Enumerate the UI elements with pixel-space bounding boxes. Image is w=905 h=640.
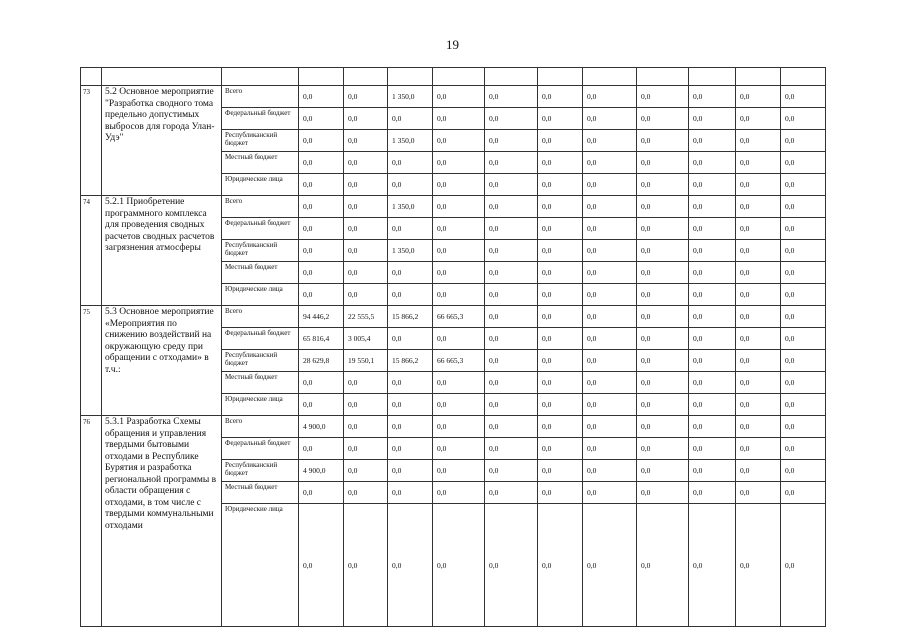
amount-cell: 0,0 — [433, 328, 485, 350]
amount-cell: 0,0 — [736, 504, 781, 627]
funding-source: Местный бюджет — [222, 152, 299, 174]
amount-cell: 1 350,0 — [388, 86, 433, 108]
amount-cell: 0,0 — [637, 482, 689, 504]
amount-cell: 0,0 — [637, 438, 689, 460]
amount-cell: 0,0 — [299, 438, 344, 460]
header-cell — [583, 68, 637, 86]
amount-cell: 0,0 — [736, 130, 781, 152]
header-cell — [736, 68, 781, 86]
amount-cell: 0,0 — [736, 372, 781, 394]
amount-cell: 0,0 — [299, 284, 344, 306]
funding-source: Республиканский бюджет — [222, 240, 299, 262]
amount-cell: 0,0 — [433, 438, 485, 460]
amount-cell: 15 866,2 — [388, 306, 433, 328]
amount-cell: 0,0 — [781, 152, 826, 174]
amount-cell: 0,0 — [538, 438, 583, 460]
amount-cell: 0,0 — [344, 174, 388, 196]
amount-cell: 0,0 — [583, 196, 637, 218]
amount-cell: 0,0 — [736, 394, 781, 416]
amount-cell: 0,0 — [299, 152, 344, 174]
amount-cell: 0,0 — [344, 416, 388, 438]
amount-cell: 0,0 — [781, 350, 826, 372]
amount-cell: 0,0 — [637, 350, 689, 372]
amount-cell: 0,0 — [583, 438, 637, 460]
table-row — [81, 306, 826, 328]
amount-cell: 0,0 — [538, 262, 583, 284]
funding-source: Местный бюджет — [222, 372, 299, 394]
amount-cell: 0,0 — [736, 284, 781, 306]
amount-cell: 0,0 — [433, 284, 485, 306]
amount-cell: 0,0 — [485, 240, 538, 262]
amount-cell: 0,0 — [637, 328, 689, 350]
amount-cell: 0,0 — [781, 460, 826, 482]
funding-source: Всего — [222, 196, 299, 218]
amount-cell: 0,0 — [736, 196, 781, 218]
amount-cell: 0,0 — [637, 284, 689, 306]
amount-cell: 0,0 — [736, 152, 781, 174]
header-cell — [538, 68, 583, 86]
table-row — [81, 196, 826, 218]
amount-cell: 0,0 — [538, 174, 583, 196]
amount-cell: 0,0 — [583, 504, 637, 627]
amount-cell: 0,0 — [689, 328, 736, 350]
amount-cell: 28 629,8 — [299, 350, 344, 372]
amount-cell: 0,0 — [485, 482, 538, 504]
amount-cell: 0,0 — [433, 262, 485, 284]
amount-cell: 0,0 — [689, 394, 736, 416]
funding-source: Юридические лица — [222, 394, 299, 416]
amount-cell: 0,0 — [388, 394, 433, 416]
header-row — [81, 68, 826, 86]
amount-cell: 0,0 — [637, 218, 689, 240]
amount-cell: 0,0 — [433, 108, 485, 130]
amount-cell: 1 350,0 — [388, 196, 433, 218]
amount-cell: 0,0 — [344, 218, 388, 240]
amount-cell: 0,0 — [299, 394, 344, 416]
header-cell — [102, 68, 222, 86]
amount-cell: 0,0 — [388, 152, 433, 174]
amount-cell: 0,0 — [637, 86, 689, 108]
amount-cell: 0,0 — [485, 284, 538, 306]
amount-cell: 0,0 — [637, 196, 689, 218]
header-cell — [689, 68, 736, 86]
amount-cell: 0,0 — [736, 482, 781, 504]
amount-cell: 0,0 — [736, 460, 781, 482]
amount-cell: 15 866,2 — [388, 350, 433, 372]
amount-cell: 0,0 — [485, 262, 538, 284]
amount-cell: 1 350,0 — [388, 130, 433, 152]
amount-cell: 0,0 — [583, 86, 637, 108]
amount-cell: 0,0 — [388, 262, 433, 284]
amount-cell: 0,0 — [299, 174, 344, 196]
funding-source: Всего — [222, 306, 299, 328]
funding-source: Юридические лица — [222, 504, 299, 627]
funding-source: Федеральный бюджет — [222, 108, 299, 130]
amount-cell: 0,0 — [637, 174, 689, 196]
amount-cell: 66 665,3 — [433, 306, 485, 328]
amount-cell: 0,0 — [433, 482, 485, 504]
amount-cell: 0,0 — [299, 262, 344, 284]
amount-cell: 0,0 — [388, 328, 433, 350]
amount-cell: 0,0 — [736, 328, 781, 350]
amount-cell: 0,0 — [583, 262, 637, 284]
amount-cell: 0,0 — [689, 306, 736, 328]
amount-cell: 0,0 — [299, 130, 344, 152]
amount-cell: 0,0 — [538, 284, 583, 306]
amount-cell: 0,0 — [344, 262, 388, 284]
amount-cell: 0,0 — [583, 306, 637, 328]
header-cell — [344, 68, 388, 86]
amount-cell: 0,0 — [388, 218, 433, 240]
amount-cell: 0,0 — [583, 130, 637, 152]
activity-title: 5.3 Основное мероприятие «Мероприятия по снижению воздействий на окружающую среду при обращении с отходами» в т.ч.: — [102, 306, 222, 416]
amount-cell: 94 446,2 — [299, 306, 344, 328]
amount-cell: 0,0 — [485, 130, 538, 152]
amount-cell: 0,0 — [299, 372, 344, 394]
amount-cell: 0,0 — [299, 196, 344, 218]
amount-cell: 0,0 — [781, 482, 826, 504]
amount-cell: 0,0 — [781, 372, 826, 394]
amount-cell: 0,0 — [781, 504, 826, 627]
funding-source: Федеральный бюджет — [222, 328, 299, 350]
amount-cell: 0,0 — [344, 130, 388, 152]
amount-cell: 0,0 — [781, 284, 826, 306]
amount-cell: 0,0 — [344, 86, 388, 108]
header-cell — [637, 68, 689, 86]
amount-cell: 0,0 — [485, 350, 538, 372]
amount-cell: 0,0 — [485, 196, 538, 218]
amount-cell: 0,0 — [637, 394, 689, 416]
amount-cell: 0,0 — [485, 438, 538, 460]
row-number: 76 — [81, 416, 102, 627]
amount-cell: 0,0 — [637, 504, 689, 627]
amount-cell: 0,0 — [485, 86, 538, 108]
funding-source: Федеральный бюджет — [222, 438, 299, 460]
amount-cell: 0,0 — [344, 196, 388, 218]
amount-cell: 0,0 — [299, 240, 344, 262]
amount-cell: 4 900,0 — [299, 416, 344, 438]
amount-cell: 0,0 — [538, 196, 583, 218]
amount-cell: 0,0 — [736, 306, 781, 328]
amount-cell: 0,0 — [388, 108, 433, 130]
amount-cell: 0,0 — [433, 372, 485, 394]
amount-cell: 0,0 — [689, 130, 736, 152]
activity-title: 5.3.1 Разработка Схемы обращения и управления твердыми бытовыми отходами в Республике Бурятия и разработка региональной программы в области обращения с отходами, в том числе с твердыми коммунальными отходами — [102, 416, 222, 627]
amount-cell: 0,0 — [637, 306, 689, 328]
table-row — [81, 86, 826, 108]
amount-cell: 0,0 — [637, 460, 689, 482]
amount-cell: 0,0 — [689, 86, 736, 108]
amount-cell: 0,0 — [781, 438, 826, 460]
amount-cell: 0,0 — [583, 174, 637, 196]
amount-cell: 0,0 — [781, 174, 826, 196]
amount-cell: 0,0 — [344, 504, 388, 627]
amount-cell: 0,0 — [538, 240, 583, 262]
amount-cell: 0,0 — [781, 416, 826, 438]
amount-cell: 22 555,5 — [344, 306, 388, 328]
amount-cell: 0,0 — [689, 416, 736, 438]
funding-source: Местный бюджет — [222, 262, 299, 284]
header-cell — [433, 68, 485, 86]
amount-cell: 0,0 — [388, 174, 433, 196]
amount-cell: 0,0 — [689, 108, 736, 130]
amount-cell: 0,0 — [485, 394, 538, 416]
amount-cell: 0,0 — [689, 196, 736, 218]
amount-cell: 0,0 — [781, 130, 826, 152]
amount-cell: 0,0 — [781, 394, 826, 416]
funding-source: Федеральный бюджет — [222, 218, 299, 240]
amount-cell: 0,0 — [344, 152, 388, 174]
amount-cell: 0,0 — [433, 416, 485, 438]
amount-cell: 0,0 — [583, 460, 637, 482]
amount-cell: 0,0 — [583, 328, 637, 350]
amount-cell: 0,0 — [538, 152, 583, 174]
activity-title: 5.2.1 Приобретение программного комплекса для проведения сводных расчетов сводных расчетов загрязнения атмосферы — [102, 196, 222, 306]
amount-cell: 0,0 — [344, 240, 388, 262]
amount-cell: 0,0 — [299, 218, 344, 240]
amount-cell: 0,0 — [433, 86, 485, 108]
amount-cell: 0,0 — [538, 416, 583, 438]
amount-cell: 0,0 — [485, 372, 538, 394]
amount-cell: 0,0 — [538, 306, 583, 328]
amount-cell: 0,0 — [736, 350, 781, 372]
amount-cell: 0,0 — [485, 218, 538, 240]
amount-cell: 0,0 — [736, 86, 781, 108]
amount-cell: 0,0 — [637, 108, 689, 130]
amount-cell: 0,0 — [485, 108, 538, 130]
amount-cell: 0,0 — [485, 306, 538, 328]
amount-cell: 0,0 — [388, 460, 433, 482]
amount-cell: 0,0 — [433, 196, 485, 218]
amount-cell: 0,0 — [781, 196, 826, 218]
amount-cell: 0,0 — [583, 108, 637, 130]
activity-title: 5.2 Основное мероприятие "Разработка сводного тома предельно допустимых выбросов для города Улан-Удэ" — [102, 86, 222, 196]
amount-cell: 0,0 — [689, 372, 736, 394]
header-cell — [485, 68, 538, 86]
funding-source: Всего — [222, 416, 299, 438]
amount-cell: 0,0 — [388, 284, 433, 306]
amount-cell: 19 550,1 — [344, 350, 388, 372]
amount-cell: 0,0 — [689, 284, 736, 306]
amount-cell: 0,0 — [485, 174, 538, 196]
amount-cell: 3 005,4 — [344, 328, 388, 350]
amount-cell: 0,0 — [299, 86, 344, 108]
amount-cell: 0,0 — [344, 284, 388, 306]
amount-cell: 0,0 — [388, 372, 433, 394]
header-cell — [81, 68, 102, 86]
amount-cell: 0,0 — [538, 218, 583, 240]
amount-cell: 0,0 — [538, 328, 583, 350]
amount-cell: 1 350,0 — [388, 240, 433, 262]
amount-cell: 0,0 — [583, 394, 637, 416]
budget-table — [80, 67, 826, 627]
amount-cell: 0,0 — [344, 108, 388, 130]
amount-cell: 0,0 — [538, 394, 583, 416]
amount-cell: 0,0 — [538, 504, 583, 627]
amount-cell: 0,0 — [781, 218, 826, 240]
funding-source: Республиканский бюджет — [222, 350, 299, 372]
budget-table-wrapper — [80, 67, 826, 627]
amount-cell: 0,0 — [781, 262, 826, 284]
amount-cell: 0,0 — [736, 174, 781, 196]
amount-cell: 65 816,4 — [299, 328, 344, 350]
amount-cell: 0,0 — [433, 152, 485, 174]
amount-cell: 0,0 — [299, 482, 344, 504]
amount-cell: 0,0 — [736, 108, 781, 130]
row-number: 73 — [81, 86, 102, 196]
amount-cell: 0,0 — [433, 394, 485, 416]
amount-cell: 0,0 — [736, 240, 781, 262]
amount-cell: 0,0 — [583, 240, 637, 262]
amount-cell: 0,0 — [538, 350, 583, 372]
amount-cell: 0,0 — [689, 240, 736, 262]
amount-cell: 0,0 — [485, 328, 538, 350]
amount-cell: 0,0 — [344, 394, 388, 416]
amount-cell: 0,0 — [689, 218, 736, 240]
amount-cell: 0,0 — [583, 372, 637, 394]
amount-cell: 0,0 — [689, 174, 736, 196]
amount-cell: 0,0 — [637, 262, 689, 284]
amount-cell: 0,0 — [388, 438, 433, 460]
funding-source: Республиканский бюджет — [222, 460, 299, 482]
page-number: 19 — [446, 37, 459, 52]
funding-source: Юридические лица — [222, 284, 299, 306]
amount-cell: 0,0 — [781, 108, 826, 130]
amount-cell: 0,0 — [538, 460, 583, 482]
amount-cell: 66 665,3 — [433, 350, 485, 372]
header-cell — [781, 68, 826, 86]
amount-cell: 0,0 — [433, 218, 485, 240]
amount-cell: 0,0 — [538, 482, 583, 504]
amount-cell: 0,0 — [485, 416, 538, 438]
amount-cell: 0,0 — [689, 350, 736, 372]
amount-cell: 0,0 — [689, 482, 736, 504]
row-number: 75 — [81, 306, 102, 416]
table-row — [81, 416, 826, 438]
amount-cell: 0,0 — [433, 240, 485, 262]
amount-cell: 0,0 — [344, 460, 388, 482]
amount-cell: 0,0 — [781, 328, 826, 350]
amount-cell: 0,0 — [344, 482, 388, 504]
amount-cell: 0,0 — [689, 504, 736, 627]
table-body — [81, 68, 826, 627]
amount-cell: 0,0 — [689, 438, 736, 460]
amount-cell: 0,0 — [583, 350, 637, 372]
amount-cell: 0,0 — [583, 284, 637, 306]
header-cell — [299, 68, 344, 86]
amount-cell: 0,0 — [433, 130, 485, 152]
amount-cell: 0,0 — [781, 240, 826, 262]
amount-cell: 0,0 — [538, 372, 583, 394]
amount-cell: 0,0 — [344, 438, 388, 460]
amount-cell: 0,0 — [637, 152, 689, 174]
row-number: 74 — [81, 196, 102, 306]
amount-cell: 0,0 — [388, 482, 433, 504]
amount-cell: 0,0 — [583, 218, 637, 240]
amount-cell: 0,0 — [736, 416, 781, 438]
amount-cell: 0,0 — [583, 152, 637, 174]
amount-cell: 0,0 — [344, 372, 388, 394]
amount-cell: 0,0 — [637, 240, 689, 262]
amount-cell: 0,0 — [736, 438, 781, 460]
amount-cell: 4 900,0 — [299, 460, 344, 482]
header-cell — [388, 68, 433, 86]
amount-cell: 0,0 — [736, 218, 781, 240]
amount-cell: 0,0 — [583, 416, 637, 438]
amount-cell: 0,0 — [781, 86, 826, 108]
amount-cell: 0,0 — [433, 174, 485, 196]
amount-cell: 0,0 — [433, 460, 485, 482]
amount-cell: 0,0 — [637, 416, 689, 438]
amount-cell: 0,0 — [485, 504, 538, 627]
amount-cell: 0,0 — [388, 504, 433, 627]
amount-cell: 0,0 — [538, 108, 583, 130]
funding-source: Республиканский бюджет — [222, 130, 299, 152]
amount-cell: 0,0 — [485, 152, 538, 174]
amount-cell: 0,0 — [689, 152, 736, 174]
amount-cell: 0,0 — [781, 306, 826, 328]
amount-cell: 0,0 — [433, 504, 485, 627]
amount-cell: 0,0 — [538, 130, 583, 152]
funding-source: Юридические лица — [222, 174, 299, 196]
amount-cell: 0,0 — [538, 86, 583, 108]
header-cell — [222, 68, 299, 86]
funding-source: Всего — [222, 86, 299, 108]
amount-cell: 0,0 — [637, 130, 689, 152]
amount-cell: 0,0 — [485, 460, 538, 482]
amount-cell: 0,0 — [637, 372, 689, 394]
funding-source: Местный бюджет — [222, 482, 299, 504]
amount-cell: 0,0 — [299, 108, 344, 130]
amount-cell: 0,0 — [299, 504, 344, 627]
amount-cell: 0,0 — [689, 460, 736, 482]
amount-cell: 0,0 — [736, 262, 781, 284]
amount-cell: 0,0 — [583, 482, 637, 504]
amount-cell: 0,0 — [388, 416, 433, 438]
amount-cell: 0,0 — [689, 262, 736, 284]
